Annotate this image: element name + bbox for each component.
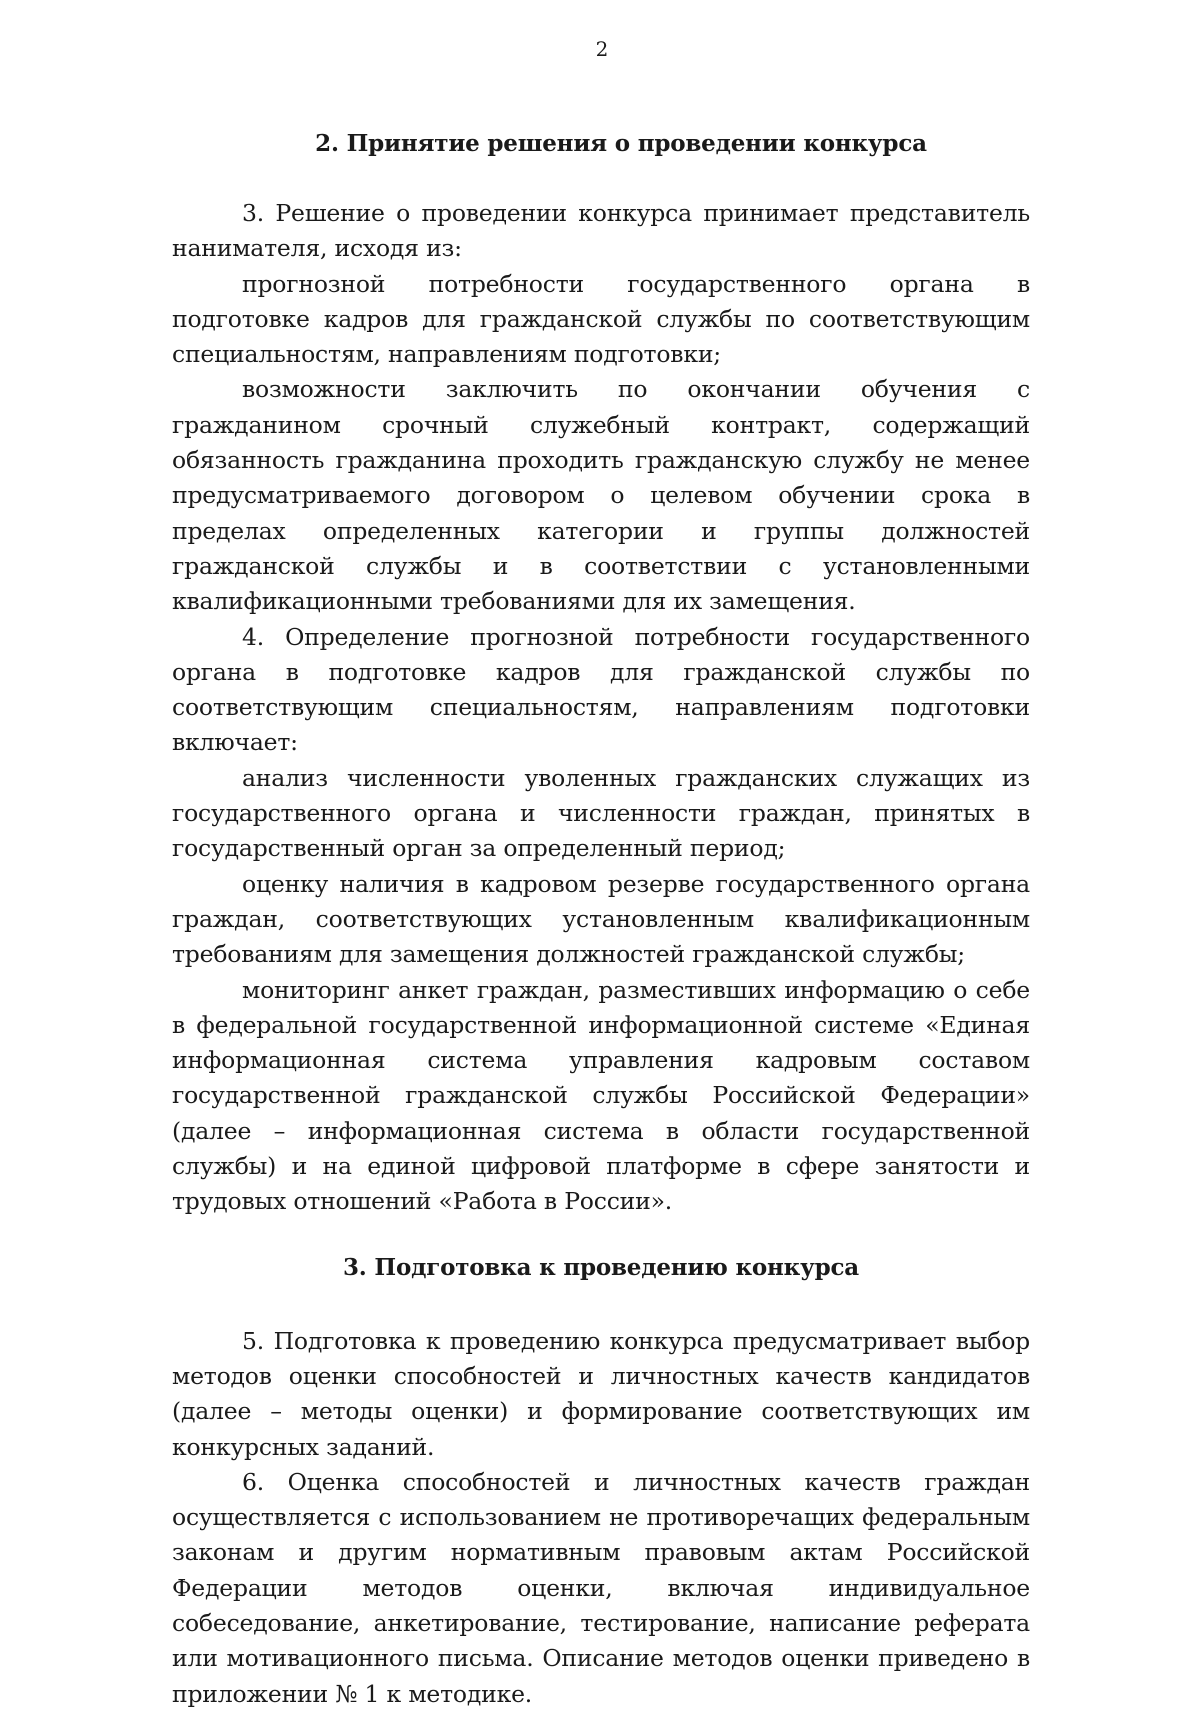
page-number: 2: [595, 37, 609, 61]
paragraph: 5. Подготовка к проведению конкурса предусматривает выбор методов оценки способностей и личностных качеств кандидатов (далее – методы оценки) и формирование соответствующих им конкурсных заданий.: [172, 1326, 1030, 1461]
paragraph: анализ численности уволенных гражданских служащих из государственного органа и численности граждан, принятых в государственный орган за определенный период;: [172, 763, 1030, 863]
paragraph: оценку наличия в кадровом резерве государственного органа граждан, соответствующих установленным квалификационным требованиям для замещения должностей гражданской службы;: [172, 869, 1030, 969]
section-heading-decision: 2. Принятие решения о проведении конкурса: [315, 130, 927, 157]
paragraph: 6. Оценка способностей и личностных качеств граждан осуществляется с использованием не противоречащих федеральным законам и другим нормативным правовым актам Российской Федерации методов оценки, включая индивидуальное собеседование, анкетирование, тестирование, написание реферата или мотивационного письма. Описание методов оценки приведено в приложении № 1 к методике.: [172, 1467, 1030, 1708]
paragraph: 4. Определение прогнозной потребности государственного органа в подготовке кадров для гражданской службы по соответствующим специальностям, направлениям подготовки включает:: [172, 622, 1030, 757]
paragraph: мониторинг анкет граждан, разместивших информацию о себе в федеральной государственной информационной системе «Единая информационная система управления кадровым составом государственной гражданской службы Российской Федерации» (далее – информационная система в области государственной службы) и на единой цифровой платформе в сфере занятости и трудовых отношений «Работа в России».: [172, 975, 1030, 1216]
paragraph: возможности заключить по окончании обучения с гражданином срочный служебный контракт, содержащий обязанность гражданина проходить гражданскую службу не менее предусматриваемого договором о целевом обучении срока в пределах определенных категории и группы должностей гражданской службы и в соответствии с установленными квалификационными требованиями для их замещения.: [172, 375, 1030, 616]
paragraph: прогнозной потребности государственного органа в подготовке кадров для гражданской службы по соответствующим специальностям, направлениям подготовки;: [172, 269, 1030, 369]
section-heading-preparation: 3. Подготовка к проведению конкурса: [343, 1253, 859, 1281]
paragraph: 3. Решение о проведении конкурса принимает представитель нанимателя, исходя из:: [172, 199, 1030, 263]
